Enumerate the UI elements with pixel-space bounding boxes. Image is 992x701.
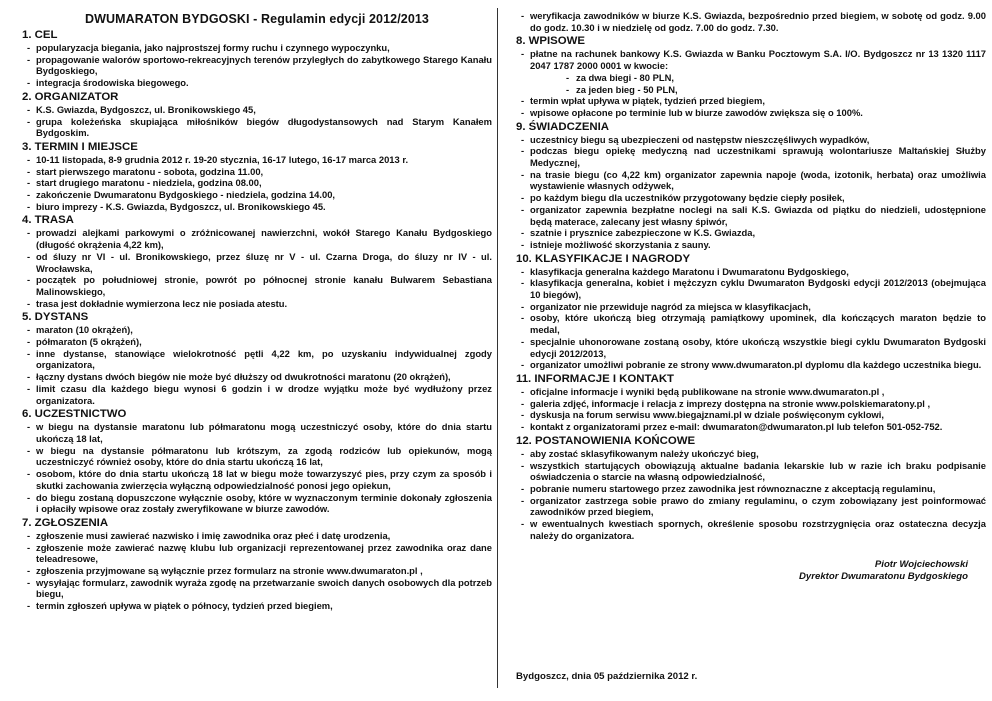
section-fee <box>516 35 986 118</box>
list-item: - K.S. Gwiazda, Bydgoszcz, ul. Bronikowskiego 45, <box>22 104 492 116</box>
list-item: - organizator nie przewiduje nagród za miejsca w klasyfikacjach, <box>516 301 986 313</box>
section-items <box>22 530 492 612</box>
section-items <box>516 266 986 371</box>
list-item: - istnieje możliwość skorzystania z sauny. <box>516 239 986 251</box>
list-item: - zgłoszenia przyjmowane są wyłącznie przez formularz na stronie www.dwumaraton.pl , <box>22 565 492 577</box>
signature-role: Dyrektor Dwumaratonu Bydgoskiego <box>799 570 968 582</box>
section <box>22 214 492 309</box>
section-heading: 2. ORGANIZATOR <box>22 90 119 103</box>
column-divider <box>497 8 498 688</box>
list-item: - w ewentualnych kwestiach spornych, określenie sposobu rozstrzygnięcia oraz ostateczna decyzja należy do organizatora. <box>516 518 986 541</box>
list-item: - oficjalne informacje i wyniki będą publikowane na stronie www.dwumaraton.pl , <box>516 386 986 398</box>
section-items <box>22 154 492 213</box>
list-item: - trasa jest dokładnie wymierzona lecz nie posiada atestu. <box>22 298 492 310</box>
list-item: - start pierwszego maratonu - sobota, godzina 11.00, <box>22 166 492 178</box>
section-heading: 1. CEL <box>22 29 58 41</box>
list-item: - w biegu na dystansie półmaratonu lub krótszym, za zgodą rodziców lub opiekunów, mogą uczestniczyć również osoby, które do dnia startu ukończą 16 lat, <box>22 445 492 468</box>
fee-deadline: - termin wpłat upływa w piątek, tydzień przed biegiem, <box>516 95 986 107</box>
list-item: - limit czasu dla każdego biegu wynosi 6 godzin i w drodze wyjątku może być wydłużony przez organizatora. <box>22 383 492 406</box>
list-item: - w biegu na dystansie maratonu lub półmaratonu mogą uczestniczyć osoby, które do dnia startu ukończą 18 lat, <box>22 421 492 444</box>
section <box>22 29 492 89</box>
list-item: - po każdym biegu dla uczestników przygotowany będzie ciepły posiłek, <box>516 192 986 204</box>
section <box>516 373 986 433</box>
list-item: - popularyzacja biegania, jako najprostszej formy ruchu i czynnego wypoczynku, <box>22 42 492 54</box>
section-items <box>516 134 986 251</box>
list-item: - dyskusja na forum serwisu www.biegajznami.pl w dziale poświęconym cyklowi, <box>516 409 986 421</box>
list-item: - półmaraton (5 okrążeń), <box>22 336 492 348</box>
list-item: - biuro imprezy - K.S. Gwiazda, Bydgoszcz, ul. Bronikowskiego 45. <box>22 201 492 213</box>
list-item: - klasyfikacja generalna każdego Maratonu i Dwumaratonu Bydgoskiego, <box>516 266 986 278</box>
section-items <box>516 448 986 542</box>
section-heading: 5. DYSTANS <box>22 311 89 324</box>
list-item: - inne dystanse, stanowiące wielokrotność pętli 4,22 km, po uzyskaniu indywidualnej zgody organizatora, <box>22 348 492 371</box>
right-column <box>516 0 986 682</box>
section-heading: 12. POSTANOWIENIA KOŃCOWE <box>516 434 696 447</box>
list-item: - zgłoszenie musi zawierać nazwisko i imię zawodnika oraz płeć i datę urodzenia, <box>22 530 492 542</box>
list-item: - aby zostać sklasyfikowanym należy ukończyć bieg, <box>516 448 986 460</box>
section <box>516 121 986 251</box>
continuation-list <box>516 10 986 33</box>
list-item: - grupa koleżeńska skupiająca miłośników biegów długodystansowych nad Starym Kanałem Bydgoskim. <box>22 116 492 139</box>
signature-block <box>516 559 986 582</box>
document-title: DWUMARATON BYDGOSKI - Regulamin edycji 2012/2013 <box>84 12 429 26</box>
section <box>22 141 492 213</box>
right-sections <box>516 121 986 542</box>
section-items <box>22 324 492 406</box>
signature-name: Piotr Wojciechowski <box>874 559 968 571</box>
list-item: - na trasie biegu (co 4,22 km) organizator zapewnia napoje (woda, izotonik, herbata) oraz umożliwia wystawienie własnych odżywek, <box>516 169 986 192</box>
section-heading: 4. TRASA <box>22 214 74 227</box>
list-item: - zgłoszenie może zawierać nazwę klubu lub organizacji reprezentowanej przez zawodnika oraz dane teleadresowe, <box>22 542 492 565</box>
list-item: - specjalnie uhonorowane zostaną osoby, które ukończą wszystkie biegi cyklu Dwumaraton Bydgoski edycji 2012/2013, <box>516 336 986 359</box>
section <box>516 253 986 371</box>
section-heading: 7. ZGŁOSZENIA <box>22 516 109 529</box>
list-item: - start drugiego maratonu - niedziela, godzina 08.00, <box>22 177 492 189</box>
list-item: - termin zgłoszeń upływa w piątek o północy, tydzień przed biegiem, <box>22 600 492 612</box>
list-item: - wysyłając formularz, zawodnik wyraża zgodę na przetwarzanie swoich danych osobowych dla potrzeb biegu, <box>22 577 492 600</box>
list-item: - organizator zapewnia bezpłatne noclegi na sali K.S. Gwiazda od piątku do niedzieli, udostępnione będą materace, zalecany jest własny śpiwór, <box>516 204 986 227</box>
list-item: - zakończenie Dwumaratonu Bydgoskiego - niedziela, godzina 14.00, <box>22 189 492 201</box>
list-item: - osoby, które ukończą bieg otrzymają pamiątkowy upominek, dla kończących maraton będzie to medal, <box>516 312 986 335</box>
left-column <box>22 0 492 614</box>
list-item: - wszystkich startujących obowiązują aktualne badania lekarskie lub w razie ich braku podpisanie oświadczenia o starcie na własną odpowiedzialność, <box>516 460 986 483</box>
list-item: - galeria zdjęć, informacje i relacja z imprezy dostępna na stronie www.polskiemaratony.pl , <box>516 398 986 410</box>
section <box>22 91 492 139</box>
section-heading: 8. WPISOWE <box>516 35 585 48</box>
section-heading: 9. ŚWIADCZENIA <box>516 120 610 133</box>
section <box>22 408 492 515</box>
section-heading: 11. INFORMACJE I KONTAKT <box>516 372 675 385</box>
list-item: - do biegu zostaną dopuszczone wyłącznie osoby, które w wyznaczonym terminie dokonały zgłoszenia i opłaciły wpisowe oraz zostały zweryfikowane w biurze zawodów. <box>22 492 492 515</box>
fee-amount-two-races: - za dwa biegi - 80 PLN, <box>516 72 986 84</box>
fee-late-surcharge: - wpisowe opłacone po terminie lub w biurze zawodów zwiększa się o 100%. <box>516 107 986 119</box>
list-item: - uczestnicy biegu są ubezpieczeni od następstw nieszczęśliwych wypadków, <box>516 134 986 146</box>
list-item: - początek po południowej stronie, powrót po północnej stronie kanału Bulwarem Sebastiana Malinowskiego, <box>22 274 492 297</box>
list-item: - weryfikacja zawodników w biurze K.S. Gwiazda, bezpośrednio przed biegiem, w sobotę od godz. 9.00 do godz. 10.30 i w niedzielę od godz. 7.00 do godz. 7.30. <box>516 10 986 33</box>
section-items <box>22 227 492 309</box>
section-items <box>516 386 986 433</box>
right-continuation <box>516 10 986 33</box>
list-item: - integracja środowiska biegowego. <box>22 77 492 89</box>
fee-items <box>516 48 986 71</box>
left-sections <box>22 29 492 612</box>
fee-bank-account: - płatne na rachunek bankowy K.S. Gwiazda w Banku Pocztowym S.A. I/O. Bydgoszcz nr 13 1320 1117 2047 1787 2000 0001 w kwocie: <box>516 48 986 71</box>
list-item: - kontakt z organizatorami przez e-mail: dwumaraton@dwumaraton.pl lub telefon 501-052-752. <box>516 421 986 433</box>
section-heading: 6. UCZESTNICTWO <box>22 408 127 421</box>
list-item: - organizator zastrzega sobie prawo do zmiany regulaminu, o czym zobowiązany jest poinformować zawodników przed biegiem, <box>516 495 986 518</box>
list-item: - klasyfikacja generalna, kobiet i mężczyzn cyklu Dwumaraton Bydgoski edycji 2012/2013 (obejmująca 10 biegów), <box>516 277 986 300</box>
list-item: - prowadzi alejkami parkowymi o zróżnicowanej nawierzchni, wokół Starego Kanału Bydgoskiego (długość okrążenia 4,22 km), <box>22 227 492 250</box>
section-items <box>22 421 492 515</box>
fee-amount-one-race: - za jeden bieg - 50 PLN, <box>516 84 986 96</box>
list-item: - szatnie i prysznice zabezpieczone w K.S. Gwiazda, <box>516 227 986 239</box>
list-item: - pobranie numeru startowego przez zawodnika jest równoznaczne z akceptacją regulaminu, <box>516 483 986 495</box>
section-heading: 10. KLASYFIKACJE I NAGRODY <box>516 252 691 265</box>
fee-terms <box>516 95 986 118</box>
section <box>22 311 492 406</box>
list-item: - łączny dystans dwóch biegów nie może być dłuższy od dwukrotności maratonu (20 okrążeń), <box>22 371 492 383</box>
fee-amounts <box>516 72 986 95</box>
section <box>516 435 986 542</box>
place-date: Bydgoszcz, dnia 05 października 2012 r. <box>516 671 698 682</box>
section-items <box>22 42 492 89</box>
section-items <box>22 104 492 139</box>
list-item: - podczas biegu opiekę medyczną nad uczestnikami sprawują wolontariusze Maltańskiej Służby Medycznej, <box>516 145 986 168</box>
list-item: - od śluzy nr VI - ul. Bronikowskiego, przez śluzę nr V - ul. Czarna Droga, do śluzy nr IV - ul. Wrocławska, <box>22 251 492 274</box>
section-heading: 3. TERMIN I MIEJSCE <box>22 140 138 153</box>
list-item: - maraton (10 okrążeń), <box>22 324 492 336</box>
section <box>22 517 492 612</box>
list-item: - 10-11 listopada, 8-9 grudnia 2012 r. 19-20 stycznia, 16-17 lutego, 16-17 marca 2013 r. <box>22 154 492 166</box>
list-item: - organizator umożliwi pobranie ze strony www.dwumaraton.pl dyplomu dla każdego uczestnika biegu. <box>516 359 986 371</box>
list-item: - propagowanie walorów sportowo-rekreacyjnych terenów przyległych do zabytkowego Starego Kanału Bydgoskiego, <box>22 54 492 77</box>
list-item: - osobom, które do dnia startu ukończą 18 lat w biegu może towarzyszyć pies, przy czym za sposób i skutki zachowania zwierzęcia wyłączną odpowiedzialność ponosi jego opiekun, <box>22 468 492 491</box>
